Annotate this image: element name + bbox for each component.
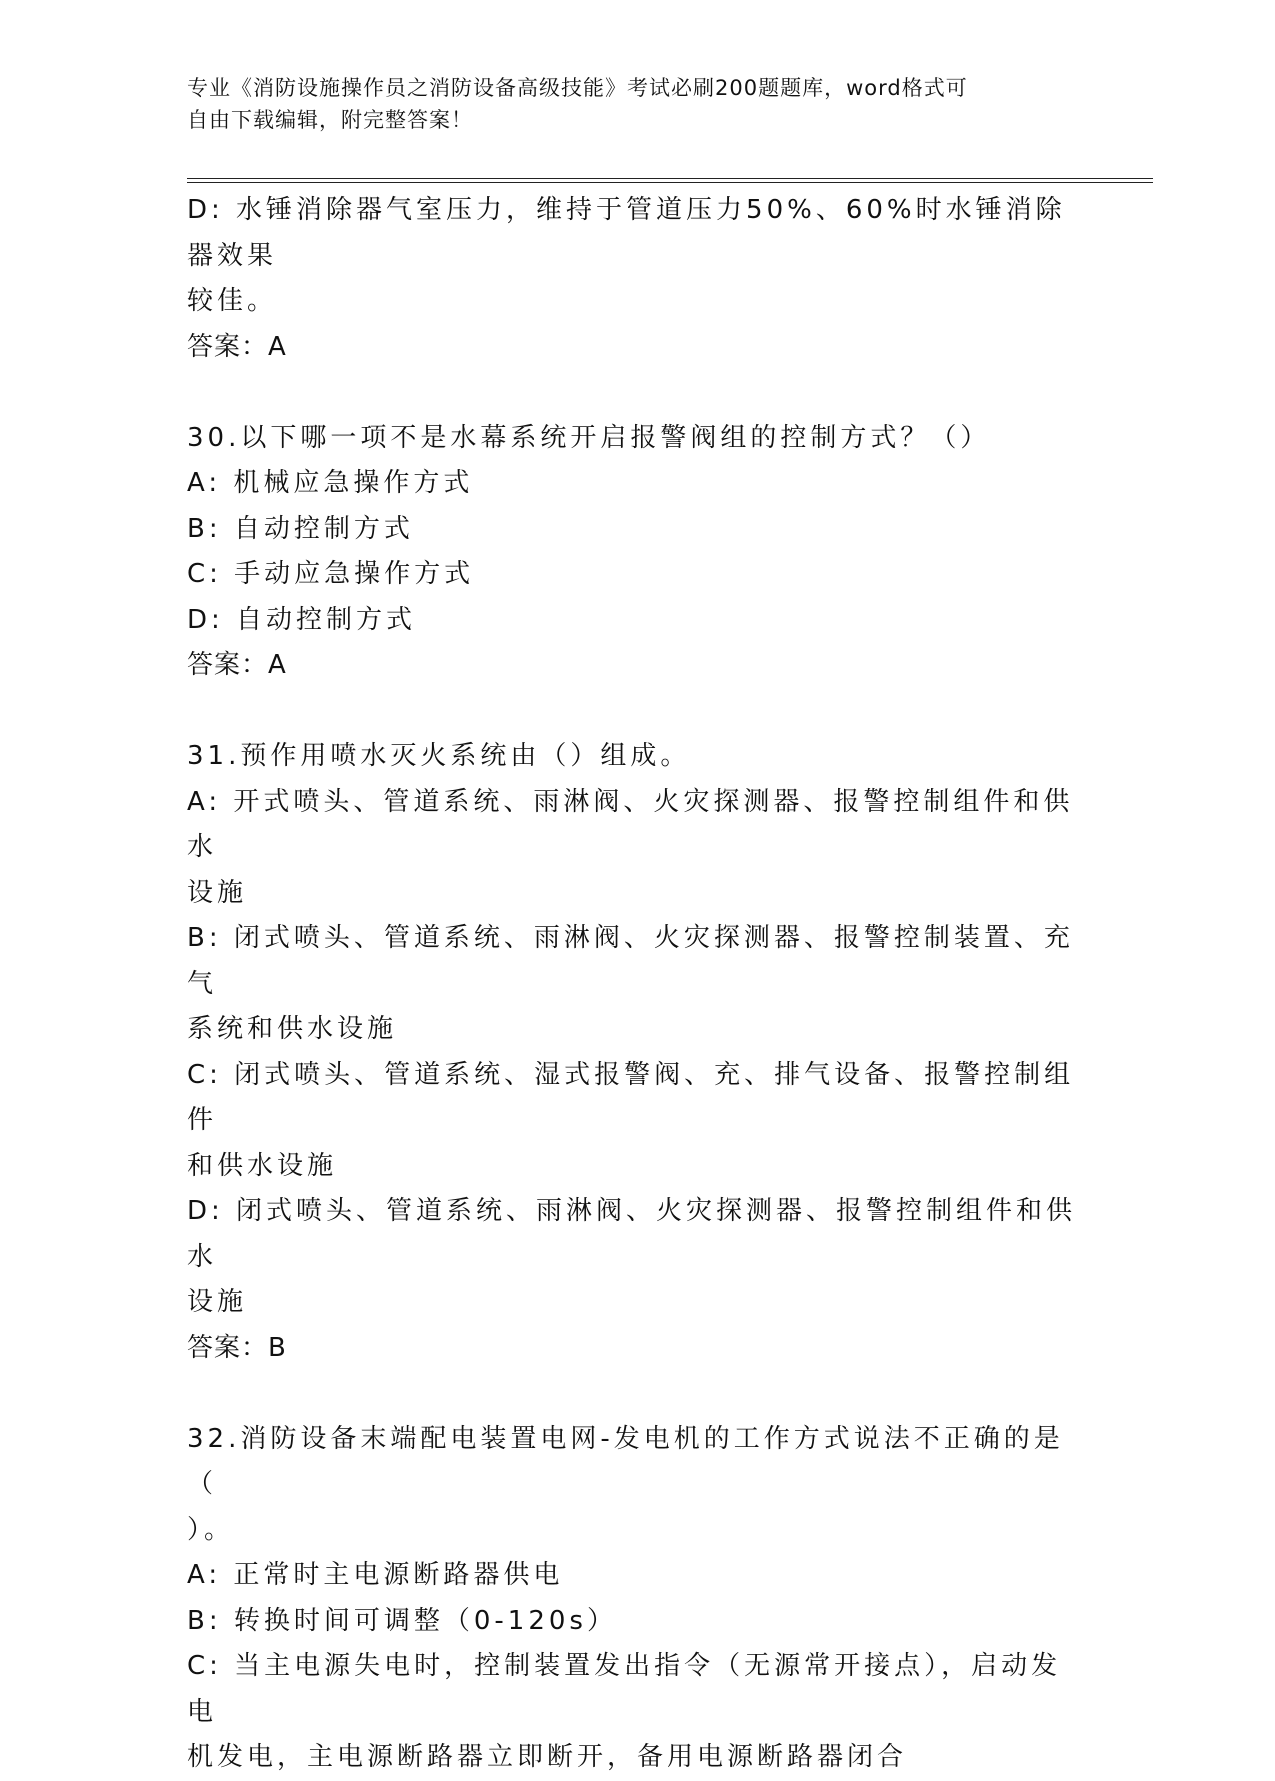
question-31-option-c-line-2: 和供水设施	[187, 1150, 338, 1181]
question-31-option-d-line-1: D: 闭式喷头、管道系统、雨淋阀、火灾探测器、报警控制组件和供水	[187, 1196, 1077, 1272]
question-32-option-c-line-1: C: 当主电源失电时，控制装置发出指令（无源常开接点），启动发电	[187, 1651, 1062, 1727]
question-30-option-a: A: 机械应急操作方式	[187, 468, 474, 498]
header-line-2: 自由下载编辑，附完整答案！	[187, 108, 473, 132]
question-30-option-b: B: 自动控制方式	[187, 513, 414, 544]
question-31-option-b-line-1: B: 闭式喷头、管道系统、雨淋阀、火灾探测器、报警控制装置、充气	[187, 923, 1074, 999]
question-31-option-c-line-1: C: 闭式喷头、管道系统、湿式报警阀、充、排气设备、报警控制组件	[187, 1059, 1075, 1135]
question-32-option-b: B: 转换时间可调整（0-120s）	[187, 1605, 617, 1636]
question-31-option-d-line-2: 设施	[187, 1287, 248, 1317]
document-body	[187, 188, 1087, 1781]
question-31-stem: 31.预作用喷水灭火系统由（）组成。	[187, 741, 691, 771]
question-30-stem: 30.以下哪一项不是水幕系统开启报警阀组的控制方式？（）	[187, 422, 991, 453]
header-divider	[187, 178, 1153, 183]
spacer	[187, 689, 1087, 735]
spacer	[187, 370, 1087, 416]
question-32-option-a: A: 正常时主电源断路器供电	[187, 1560, 564, 1590]
document-header	[187, 72, 1087, 136]
spacer	[187, 1371, 1087, 1417]
question-30-option-d: D: 自动控制方式	[187, 604, 417, 635]
question-31-answer: 答案：B	[187, 1332, 287, 1363]
question-31-option-a-line-1: A: 开式喷头、管道系统、雨淋阀、火灾探测器、报警控制组件和供水	[187, 786, 1074, 862]
question-32-stem-line-1: 32.消防设备末端配电装置电网-发电机的工作方式说法不正确的是（	[187, 1423, 1064, 1499]
header-line-1: 专业《消防设施操作员之消防设备高级技能》考试必刷200题题库，word格式可	[187, 76, 968, 100]
question-30-option-c: C: 手动应急操作方式	[187, 559, 475, 589]
question-31-option-a-line-2: 设施	[187, 877, 248, 908]
question-30-answer: 答案：A	[187, 650, 287, 680]
prev-option-d-line-2: 较佳。	[187, 286, 278, 316]
question-32-stem-line-2: ）。	[187, 1514, 235, 1545]
prev-answer: 答案：A	[187, 331, 287, 362]
prev-option-d-line-1: D: 水锤消除器气室压力，维持于管道压力50%、60%时水锤消除器效果	[187, 195, 1066, 271]
question-31-option-b-line-2: 系统和供水设施	[187, 1014, 398, 1044]
question-32-option-c-line-2: 机发电，主电源断路器立即断开，备用电源断路器闭合	[187, 1742, 908, 1772]
